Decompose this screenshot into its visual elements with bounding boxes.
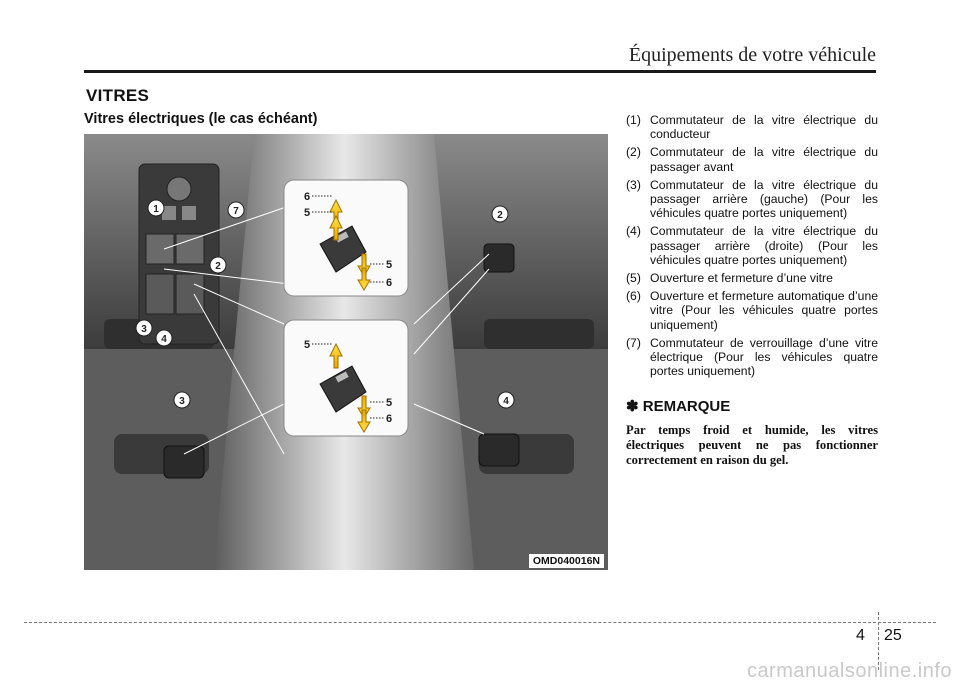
inset2-label-5: 5 (304, 339, 311, 351)
note-title: ✽ REMARQUE (626, 398, 731, 415)
inset-label-5b: 5 (386, 259, 393, 271)
callout-4-rear-right (498, 392, 514, 408)
svg-text:4: 4 (161, 334, 167, 345)
page-header-title: Équipements de votre véhicule (628, 44, 876, 66)
page-number: 25 (884, 627, 902, 644)
figure-code: OMD040016N (529, 554, 604, 568)
callout-7 (228, 202, 244, 218)
inset2-label-6: 6 (386, 413, 393, 425)
callout-2-passenger (492, 206, 508, 222)
callout-1 (148, 200, 164, 216)
list-item: (7) Commutateur de verrouillage d’une vitre électrique (Pour les véhicules quatre portes uniquement) (626, 335, 878, 379)
callout-2-front (210, 257, 226, 273)
list-item: (3) Commutateur de la vitre électrique du passager arrière (gauche) (Pour les véhicules quatre portes uniquement) (626, 177, 878, 221)
svg-text:3: 3 (179, 396, 185, 407)
svg-text:1: 1 (153, 204, 159, 215)
header-rule (84, 70, 876, 73)
chapter-number: 4 (856, 627, 865, 644)
inset2-label-5b: 5 (386, 397, 393, 409)
svg-text:2: 2 (497, 210, 503, 221)
section-title: VITRES (86, 86, 150, 105)
watermark: carmanualsonline.info (746, 660, 952, 682)
list-item: (6) Ouverture et fermeture automatique d’une vitre (Pour les véhicules quatre portes uniquement) (626, 289, 878, 332)
illustration-drawing (84, 134, 608, 570)
callout-3-panel (136, 320, 152, 336)
component-list (626, 113, 878, 382)
inset-label-6: 6 (304, 191, 311, 203)
footer-rule (24, 622, 936, 623)
callout-4-panel (156, 330, 172, 346)
list-item: (2) Commutateur de la vitre électrique du passager avant (626, 145, 878, 174)
note-body: Par temps froid et humide, les vitres électriques peuvent ne pas fonctionner correctement en raison du gel. (626, 423, 878, 467)
svg-text:7: 7 (233, 206, 239, 217)
subsection-title: Vitres électriques (le cas échéant) (84, 111, 318, 127)
list-item: (4) Commutateur de la vitre électrique du passager arrière (droite) (Pour les véhicules quatre portes uniquement) (626, 224, 878, 267)
svg-text:3: 3 (141, 324, 147, 335)
window-switch-illustration (84, 134, 608, 570)
list-item: (5) Ouverture et fermeture d’une vitre (626, 271, 833, 286)
inset-label-5: 5 (304, 207, 311, 219)
callout-3-rear-left (174, 392, 190, 408)
svg-text:4: 4 (503, 396, 509, 407)
svg-text:2: 2 (215, 261, 221, 272)
list-item: (1) Commutateur de la vitre électrique du conducteur (626, 113, 878, 142)
inset-label-6b: 6 (386, 277, 393, 289)
